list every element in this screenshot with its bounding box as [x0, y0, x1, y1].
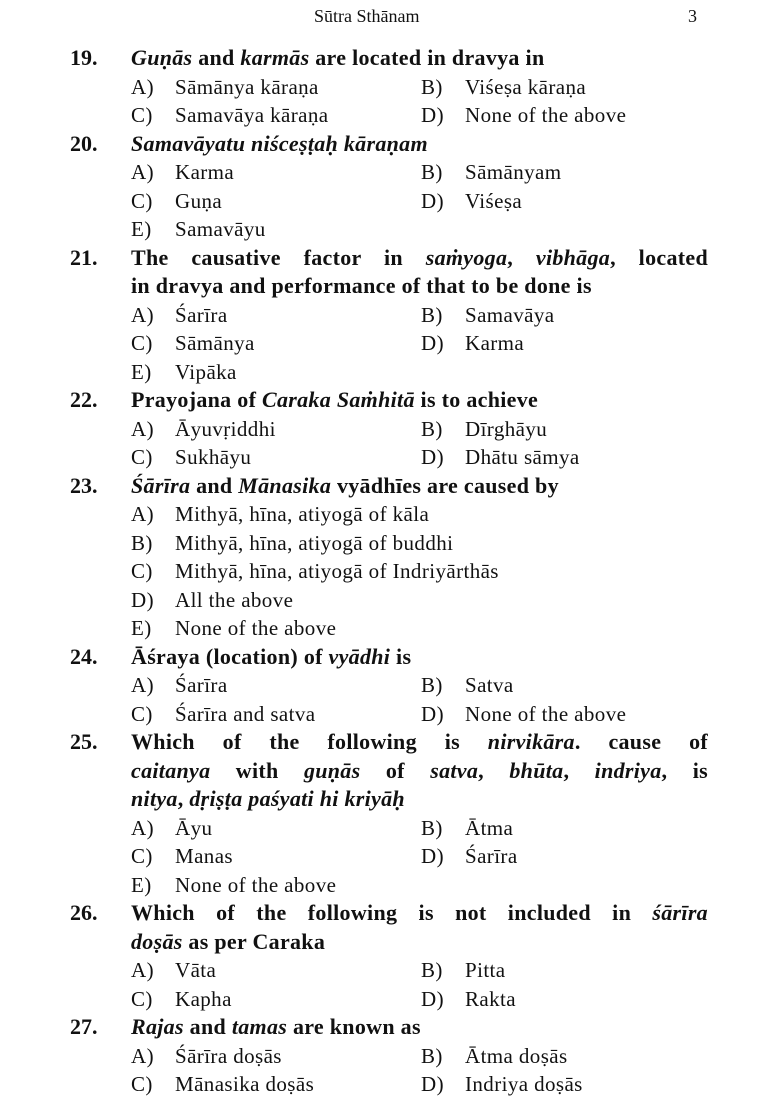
option-label: E) [131, 872, 152, 897]
question-line [0, 757, 780, 786]
answer-option [421, 1070, 583, 1099]
option-text: None of the above [175, 616, 337, 640]
option-label: C) [131, 331, 153, 355]
options-row [0, 301, 780, 330]
question-line [0, 386, 780, 415]
answer-option [131, 415, 276, 444]
option-label: B) [131, 530, 153, 555]
option-text: Mithyā, hīna, atiyogā of kāla [175, 502, 430, 526]
question-text [131, 1013, 708, 1042]
option-text: Mānasika doṣās [175, 1072, 315, 1096]
answer-option [131, 101, 329, 130]
answer-option [131, 301, 228, 330]
answer-option [131, 557, 499, 586]
question-line [0, 785, 780, 814]
question-text [131, 44, 708, 73]
page-number: 3 [688, 6, 697, 26]
option-text: None of the above [465, 701, 627, 726]
answer-option [131, 1070, 314, 1099]
text-segment: is [390, 643, 412, 669]
option-text: Viśeṣa [465, 188, 523, 213]
answer-option [421, 187, 522, 216]
option-text: All the above [175, 587, 294, 612]
question-block [0, 244, 780, 387]
text-segment: vyādhīes are caused by [331, 472, 559, 498]
answer-option [421, 73, 586, 102]
option-text: Śarīra [175, 673, 228, 697]
question-number: 24. [70, 643, 98, 669]
option-text: Guṇa [175, 188, 223, 213]
question-text [131, 130, 708, 159]
options-row [0, 101, 780, 130]
question-text [131, 472, 708, 501]
option-text: Satva [465, 673, 514, 697]
options-row [0, 215, 780, 244]
question-number: 27. [70, 1014, 98, 1039]
question-list [0, 44, 780, 1099]
option-label: D) [421, 188, 444, 213]
option-text: Samavāya [465, 302, 555, 327]
options-row [0, 443, 780, 472]
question-line [0, 1013, 780, 1042]
option-text: Śarīra [465, 844, 518, 868]
answer-option [421, 101, 626, 130]
text-segment: in dravya and performance of that to be done is [131, 273, 592, 298]
option-label: A) [131, 502, 154, 526]
option-text: Karma [175, 160, 235, 184]
answer-option [131, 956, 216, 985]
option-label: C) [131, 1072, 153, 1096]
options-row [0, 73, 780, 102]
options-row [0, 187, 780, 216]
answer-option [131, 871, 336, 900]
option-text: Sāmānya [175, 331, 255, 355]
question-line [0, 643, 780, 672]
option-label: A) [131, 815, 154, 840]
answer-option [421, 158, 562, 187]
text-segment: are located in dravya in [309, 45, 545, 70]
question-line [0, 244, 780, 273]
option-label: C) [131, 844, 153, 868]
options-row [0, 842, 780, 871]
options-row [0, 700, 780, 729]
answer-option [421, 301, 555, 330]
option-label: D) [421, 103, 444, 127]
text-segment: , [177, 786, 190, 811]
text-segment: Which of the following is [131, 729, 488, 754]
answer-option [131, 215, 266, 244]
answer-option [131, 187, 222, 216]
answer-option [421, 415, 547, 444]
option-text: Samavāyu [175, 217, 266, 241]
text-segment: is to achieve [414, 387, 539, 412]
italic-term: Rajas [131, 1014, 184, 1039]
options-row [0, 814, 780, 843]
question-line [0, 472, 780, 501]
option-label: D) [131, 587, 154, 612]
options-row [0, 586, 780, 615]
answer-option [131, 586, 293, 615]
option-text: Ātma [465, 815, 514, 840]
answer-option [131, 158, 234, 187]
answer-option [421, 1042, 568, 1071]
text-segment: and [190, 472, 239, 498]
answer-option [421, 842, 518, 871]
question-block [0, 643, 780, 729]
text-segment: with [210, 757, 304, 783]
question-text [131, 244, 708, 273]
options-row [0, 671, 780, 700]
text-segment: and [183, 1014, 232, 1039]
question-number: 22. [70, 387, 98, 412]
option-label: D) [421, 331, 444, 355]
answer-option [131, 700, 316, 729]
option-label: D) [421, 445, 444, 469]
option-label: B) [421, 416, 443, 441]
option-text: Karma [465, 331, 525, 355]
options-row [0, 985, 780, 1014]
italic-term: guṇās [303, 757, 361, 783]
option-label: B) [421, 302, 443, 327]
option-text: Sāmānya kāraṇa [175, 74, 319, 99]
option-text: Vipāka [175, 359, 237, 384]
option-text: Manas [175, 844, 233, 868]
answer-option [131, 985, 232, 1014]
italic-term: indriya [594, 757, 662, 783]
text-segment: The causative factor in [131, 244, 426, 270]
option-label: D) [421, 844, 444, 868]
options-row [0, 358, 780, 387]
question-block [0, 1013, 780, 1099]
text-segment: Which of the following is not included in [131, 900, 653, 925]
italic-term: saṁyoga [425, 244, 508, 270]
option-text: Viśeṣa kāraṇa [465, 74, 587, 99]
question-number: 20. [70, 130, 98, 156]
question-number: 25. [70, 729, 98, 754]
answer-option [421, 814, 513, 843]
answer-option [421, 985, 516, 1014]
italic-term: satva [430, 757, 479, 783]
question-block [0, 899, 780, 1013]
text-segment: as per Caraka [182, 928, 326, 954]
option-text: Mithyā, hīna, atiyogā of Indriyārthās [175, 559, 499, 583]
italic-term: bhūta [509, 757, 564, 783]
text-segment: , is [661, 757, 709, 783]
question-number: 21. [70, 244, 98, 270]
option-label: A) [131, 74, 154, 99]
question-number: 23. [70, 472, 98, 498]
option-label: C) [131, 103, 153, 127]
answer-option [131, 443, 251, 472]
text-segment: Āśraya (location) of [131, 643, 329, 669]
option-label: D) [421, 986, 444, 1011]
running-header [0, 4, 780, 28]
option-text: Āyuvṛiddhi [175, 416, 276, 441]
answer-option [421, 671, 514, 700]
text-segment: , [478, 757, 510, 783]
option-text: Dhātu sāmya [465, 445, 580, 469]
italic-term: caitanya [131, 757, 211, 783]
italic-term: nitya [131, 786, 178, 811]
answer-option [131, 329, 255, 358]
answer-option [421, 700, 626, 729]
option-label: C) [131, 701, 153, 726]
option-label: B) [421, 1043, 443, 1068]
options-row [0, 557, 780, 586]
answer-option [131, 614, 336, 643]
italic-term: karmās [240, 45, 310, 70]
option-text: Mithyā, hīna, atiyogā of buddhi [175, 530, 454, 555]
question-text [131, 899, 708, 928]
italic-term: śārīra [652, 900, 708, 925]
text-segment: , [563, 757, 595, 783]
option-text: Śarīra [175, 302, 228, 327]
option-label: A) [131, 416, 154, 441]
question-text [131, 785, 708, 814]
option-label: E) [131, 616, 152, 640]
options-row [0, 158, 780, 187]
options-row [0, 1042, 780, 1071]
option-label: C) [131, 188, 153, 213]
question-block [0, 472, 780, 643]
text-segment: , [507, 244, 536, 270]
question-line [0, 130, 780, 159]
option-label: E) [131, 359, 152, 384]
question-text [131, 757, 708, 786]
option-label: A) [131, 673, 154, 697]
question-text [131, 928, 708, 957]
option-label: C) [131, 559, 153, 583]
option-text: Ātma doṣās [465, 1043, 568, 1068]
options-row [0, 529, 780, 558]
options-row [0, 415, 780, 444]
option-text: Samavāya kāraṇa [175, 103, 329, 127]
italic-term: Guṇās [131, 45, 193, 70]
option-label: C) [131, 986, 153, 1011]
option-label: A) [131, 302, 154, 327]
question-line [0, 899, 780, 928]
chapter-title: Sūtra Sthānam [314, 6, 420, 26]
question-number: 26. [70, 900, 98, 925]
answer-option [421, 443, 580, 472]
question-line [0, 728, 780, 757]
option-text: None of the above [175, 872, 337, 897]
option-text: Vāta [175, 958, 217, 982]
text-segment: , located [610, 244, 708, 270]
options-row [0, 500, 780, 529]
option-text: Rakta [465, 986, 516, 1011]
italic-term: Samavāyatu niśceṣṭaḥ kāraṇam [131, 130, 428, 156]
options-row [0, 329, 780, 358]
question-number: 19. [70, 45, 98, 70]
option-label: D) [421, 701, 444, 726]
option-text: Kapha [175, 986, 232, 1011]
italic-term: Caraka Saṁhitā [262, 387, 415, 412]
text-segment: of [360, 757, 431, 783]
option-label: C) [131, 445, 153, 469]
option-label: E) [131, 217, 152, 241]
answer-option [131, 358, 237, 387]
answer-option [131, 500, 429, 529]
italic-term: vibhāga [535, 244, 611, 270]
option-label: B) [421, 160, 443, 184]
answer-option [131, 73, 319, 102]
question-text [131, 272, 708, 301]
answer-option [421, 329, 524, 358]
question-block [0, 728, 780, 899]
question-line [0, 44, 780, 73]
italic-term: nirvikāra [487, 729, 575, 754]
option-label: B) [421, 815, 443, 840]
option-label: B) [421, 673, 443, 697]
options-row [0, 614, 780, 643]
question-line [0, 928, 780, 957]
option-label: A) [131, 958, 154, 982]
options-row [0, 1070, 780, 1099]
answer-option [131, 842, 233, 871]
italic-term: Mānasika [238, 472, 332, 498]
answer-option [131, 671, 228, 700]
option-text: Śarīra and satva [175, 701, 316, 726]
option-text: Sukhāyu [175, 445, 252, 469]
text-segment: . cause of [574, 729, 709, 754]
options-row [0, 956, 780, 985]
question-block [0, 44, 780, 130]
question-line [0, 272, 780, 301]
answer-option [131, 529, 453, 558]
text-segment: are known as [287, 1014, 421, 1039]
option-text: Dīrghāyu [465, 416, 548, 441]
answer-option [421, 956, 506, 985]
option-text: Indriya doṣās [465, 1072, 583, 1096]
question-text [131, 386, 708, 415]
answer-option [131, 1042, 282, 1071]
option-text: None of the above [465, 103, 627, 127]
option-text: Sāmānyam [465, 160, 562, 184]
option-label: A) [131, 160, 154, 184]
italic-term: tamas [231, 1014, 288, 1039]
options-row [0, 871, 780, 900]
italic-term: dṛiṣṭa paśyati hi kriyāḥ [189, 786, 405, 811]
answer-option [131, 814, 212, 843]
question-text [131, 643, 708, 672]
text-segment: and [192, 45, 241, 70]
question-block [0, 386, 780, 472]
option-text: Āyu [175, 815, 213, 840]
option-label: D) [421, 1072, 444, 1096]
option-label: B) [421, 74, 443, 99]
italic-term: Śārīra [131, 472, 191, 498]
text-segment: Prayojana of [131, 387, 262, 412]
option-label: B) [421, 958, 443, 982]
italic-term: doṣās [131, 928, 183, 954]
italic-term: vyādhi [328, 643, 391, 669]
option-label: A) [131, 1043, 154, 1068]
question-block [0, 130, 780, 244]
option-text: Pitta [465, 958, 506, 982]
option-text: Śārīra doṣās [175, 1043, 282, 1068]
question-text [131, 728, 708, 757]
